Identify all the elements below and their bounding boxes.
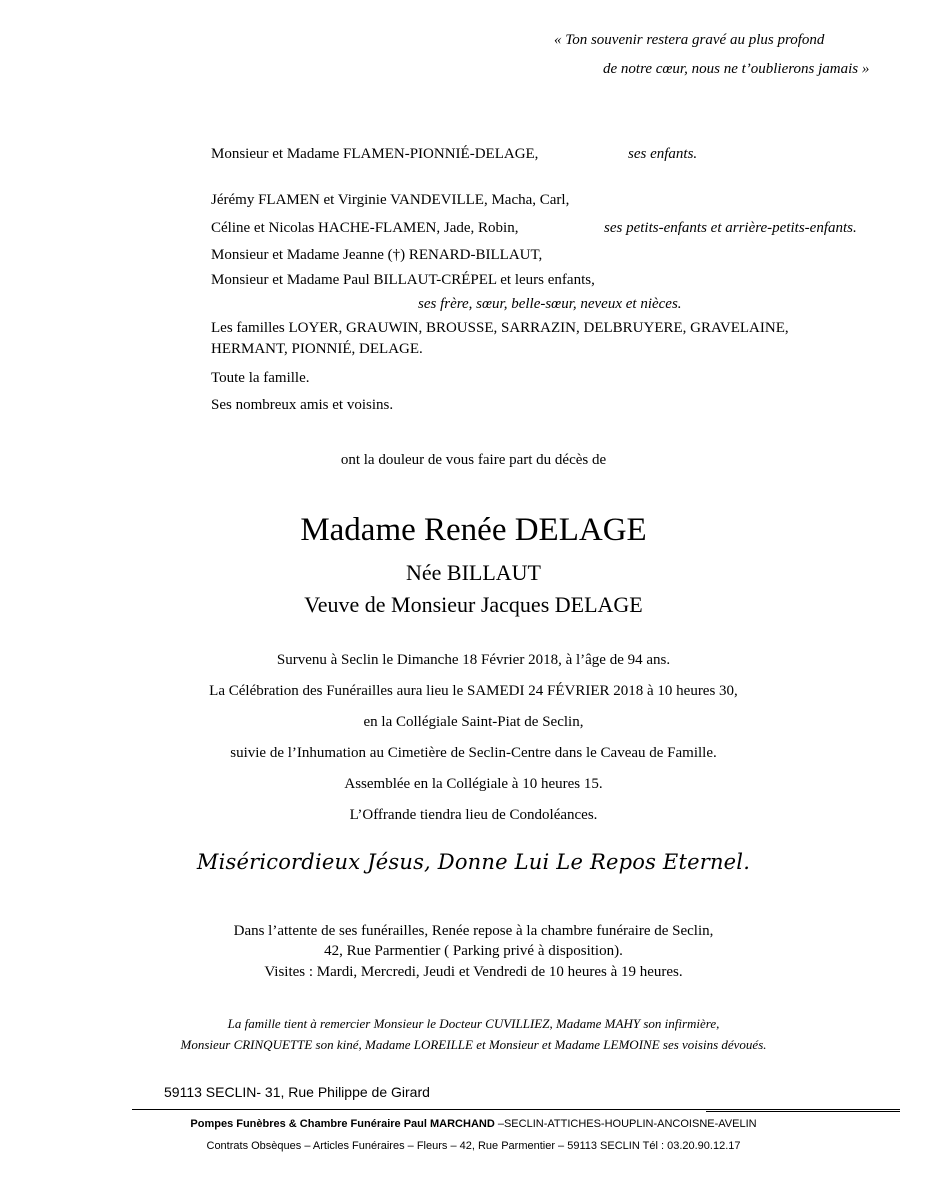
thanks-line-2: Monsieur CRINQUETTE son kiné, Madame LOREILLE et Monsieur et Madame LEMOINE ses voisins dévoués. <box>180 1037 767 1052</box>
families-line-1: Les familles LOYER, GRAUWIN, BROUSSE, SARRAZIN, DELBRUYERE, GRAVELAINE, <box>211 320 789 336</box>
visitation-line-2: 42, Rue Parmentier ( Parking privé à disposition). <box>324 943 623 959</box>
grandchildren-line-1: Jérémy FLAMEN et Virginie VANDEVILLE, Macha, Carl, <box>211 192 570 208</box>
siblings-line-2: Monsieur et Madame Paul BILLAUT-CRÉPEL et leurs enfants, <box>211 272 595 288</box>
detail-line: en la Collégiale Saint-Piat de Seclin, <box>363 714 584 730</box>
detail-line: suivie de l’Inhumation au Cimetière de Seclin-Centre dans le Caveau de Famille. <box>230 745 717 761</box>
children-role: ses enfants. <box>628 146 698 162</box>
siblings-line-1: Monsieur et Madame Jeanne (†) RENARD-BILLAUT, <box>211 247 543 263</box>
epigraph-line-2: de notre cœur, nous ne t’oublierons jamais » <box>603 61 870 77</box>
footer-divider <box>132 1109 900 1110</box>
announcement: ont la douleur de vous faire part du décès de <box>340 452 607 468</box>
footer-divider-short <box>706 1111 900 1112</box>
deceased-widow-of: Veuve de Monsieur Jacques DELAGE <box>304 592 643 617</box>
families-line-2: HERMANT, PIONNIÉ, DELAGE. <box>211 341 423 357</box>
detail-line: L’Offrande tiendra lieu de Condoléances. <box>349 807 598 823</box>
deceased-name: Madame Renée DELAGE <box>300 512 647 548</box>
footer-contact: Contrats Obsèques – Articles Funéraires – Fleurs – 42, Rue Parmentier – 59113 SECLIN Tél : 03.20.90.12.17 <box>206 1140 741 1152</box>
detail-line: La Célébration des Funérailles aura lieu le SAMEDI 24 FÉVRIER 2018 à 10 heures 30, <box>209 683 738 699</box>
siblings-role: ses frère, sœur, belle-sœur, neveux et nièces. <box>418 296 682 312</box>
detail-line: Assemblée en la Collégiale à 10 heures 15. <box>344 776 603 792</box>
deceased-maiden-name: Née BILLAUT <box>405 560 541 585</box>
visitation-line-3: Visites : Mardi, Mercredi, Jeudi et Vendredi de 10 heures à 19 heures. <box>264 964 683 980</box>
visitation-line-1: Dans l’attente de ses funérailles, Renée repose à la chambre funéraire de Seclin, <box>233 923 714 939</box>
children-names: Monsieur et Madame FLAMEN-PIONNIÉ-DELAGE, <box>211 146 539 162</box>
footer-company <box>0 1118 947 1130</box>
grandchildren-line-2: Céline et Nicolas HACHE-FLAMEN, Jade, Robin, <box>211 220 519 236</box>
grandchildren-role: ses petits-enfants et arrière-petits-enfants. <box>604 220 857 236</box>
epigraph-line-1: « Ton souvenir restera gravé au plus profond <box>554 32 825 48</box>
all-family: Toute la famille. <box>211 370 310 386</box>
footer-company-name: Pompes Funèbres & Chambre Funéraire Paul MARCHAND <box>190 1118 495 1130</box>
detail-line: Survenu à Seclin le Dimanche 18 Février 2018, à l’âge de 94 ans. <box>276 652 671 668</box>
friends-neighbours: Ses nombreux amis et voisins. <box>211 397 394 413</box>
thanks-line-1: La famille tient à remercier Monsieur le Docteur CUVILLIEZ, Madame MAHY son infirmière, <box>227 1016 720 1031</box>
footer-address: 59113 SECLIN- 31, Rue Philippe de Girard <box>164 1084 430 1100</box>
footer-company-locations: –SECLIN-ATTICHES-HOUPLIN-ANCOISNE-AVELIN <box>494 1118 757 1130</box>
prayer: Miséricordieux Jésus, Donne Lui Le Repos Eternel. <box>196 850 751 874</box>
